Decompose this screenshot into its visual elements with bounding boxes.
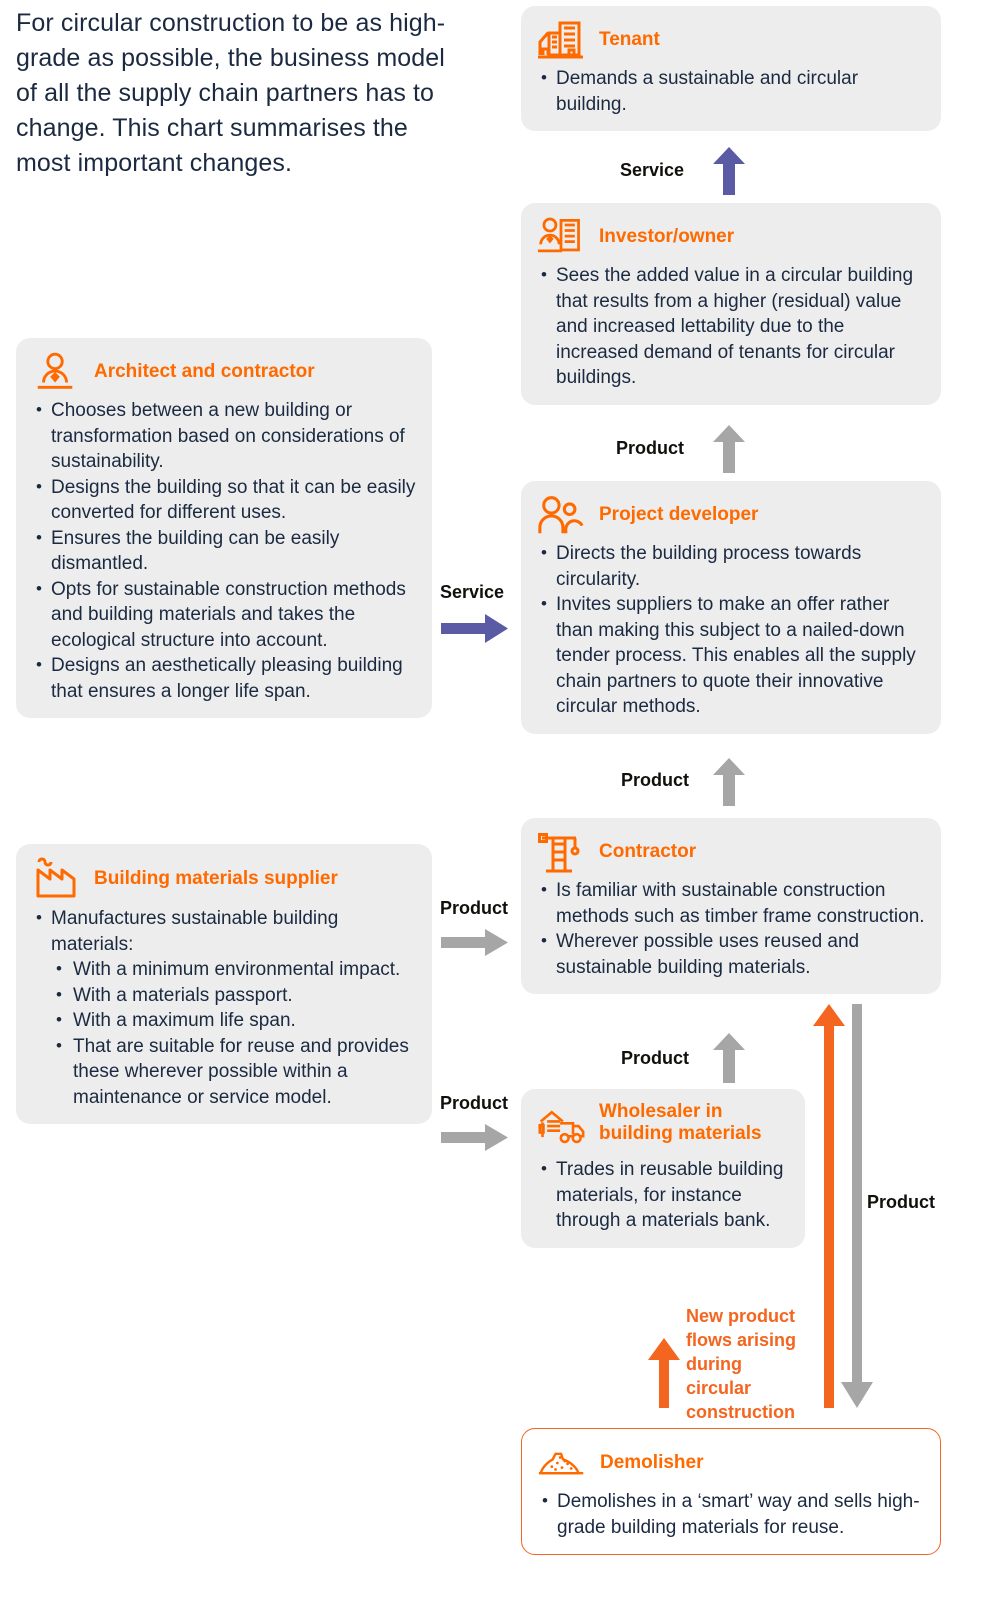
card-title: Tenant <box>599 29 660 50</box>
list-item: • With a minimum environmental impact. <box>54 957 416 983</box>
arrow-up-service-icon <box>712 147 746 195</box>
building-icon <box>537 20 585 60</box>
flow-label: Service <box>620 160 685 180</box>
card-header <box>537 215 925 259</box>
card-contractor <box>521 818 941 994</box>
flow-product-wholesaler-contractor <box>621 1048 689 1069</box>
card-header <box>32 856 416 902</box>
list-item: • That are suitable for reuse and provides these wherever possible within a maintenance or service model. <box>54 1034 416 1111</box>
card-architect-and-contractor <box>16 338 432 718</box>
arrow-up-product-icon <box>712 1033 746 1083</box>
card-title: Architect and contractor <box>94 361 315 382</box>
person-building-icon <box>537 215 585 259</box>
card-bullets <box>537 263 925 391</box>
crane-icon <box>537 830 585 874</box>
card-tenant <box>521 6 941 131</box>
card-bullets <box>538 1489 924 1540</box>
card-title: Investor/owner <box>599 226 735 247</box>
card-project-developer <box>521 481 941 734</box>
card-bullets <box>537 541 925 720</box>
flow-label: Product <box>621 1048 690 1068</box>
flow-product-contractor-demolisher <box>867 1192 935 1213</box>
arrow-right-service-icon <box>441 613 509 645</box>
list-item: • Directs the building process towards circularity. <box>537 541 925 592</box>
flow-service-architect <box>440 582 504 603</box>
flow-label: Product <box>440 898 509 918</box>
list-item: • Wherever possible uses reused and sustainable building materials. <box>537 929 925 980</box>
flow-label: Product <box>621 770 690 790</box>
arrow-right-product-icon <box>441 1123 509 1153</box>
flow-label: Service <box>440 582 505 602</box>
card-bullets <box>32 906 416 957</box>
list-item: • With a maximum life span. <box>54 1008 416 1034</box>
card-bullets <box>32 398 416 704</box>
card-bullets <box>537 878 925 980</box>
legend-label: New product flows arising during circular construction <box>686 1306 797 1422</box>
card-header <box>537 1101 789 1149</box>
legend-new-product-flows <box>686 1304 810 1424</box>
card-demolisher <box>521 1428 941 1555</box>
card-bullets <box>537 66 925 117</box>
flow-label: Product <box>867 1192 936 1212</box>
card-title: Wholesaler in building materials <box>599 1101 762 1144</box>
card-wholesaler <box>521 1089 805 1248</box>
card-title: Building materials supplier <box>94 868 338 889</box>
card-bullets <box>537 1157 789 1234</box>
arrow-right-product-icon <box>441 928 509 958</box>
person-desk-icon <box>32 351 80 393</box>
card-title: Demolisher <box>600 1452 704 1473</box>
list-item: • Designs an aesthetically pleasing building that ensures a longer life span. <box>32 653 416 704</box>
card-title: Contractor <box>599 841 697 862</box>
arrow-up-orange-icon <box>647 1338 681 1408</box>
list-item: • Demands a sustainable and circular building. <box>537 66 925 117</box>
list-item: • Invites suppliers to make an offer rather than making this subject to a nailed-down tender process. This enables all the supply chain partners to quote their innovative circular methods. <box>537 592 925 720</box>
list-item: • Is familiar with sustainable construction methods such as timber frame construction. <box>537 878 925 929</box>
rubble-pile-icon <box>538 1444 586 1482</box>
list-item: • Sees the added value in a circular building that results from a higher (residual) value and increased lettability due to the increased demand of tenants for circular buildings. <box>537 263 925 391</box>
flow-product-investor <box>616 438 684 459</box>
list-item: • Chooses between a new building or transformation based on considerations of sustainability. <box>32 398 416 475</box>
factory-icon <box>32 856 80 902</box>
list-item: • With a materials passport. <box>54 983 416 1009</box>
flow-product-projdev <box>621 770 689 791</box>
arrow-up-product-icon <box>712 425 746 473</box>
flow-service-tenant <box>620 160 684 181</box>
list-item: • Trades in reusable building materials, for instance through a materials bank. <box>537 1157 789 1234</box>
flow-product-supplier-wholesaler <box>440 1093 508 1114</box>
card-investor <box>521 203 941 405</box>
flow-label: Product <box>616 438 685 458</box>
two-people-icon <box>537 494 585 536</box>
warehouse-truck-icon <box>537 1105 585 1149</box>
list-item: • Manufactures sustainable building materials: <box>32 906 416 957</box>
list-item: • Designs the building so that it can be easily converted for different uses. <box>32 475 416 526</box>
card-header <box>537 830 925 874</box>
card-header <box>537 493 925 537</box>
list-item: • Demolishes in a ‘smart’ way and sells high-grade building materials for reuse. <box>538 1489 924 1540</box>
list-item: • Ensures the building can be easily dismantled. <box>32 526 416 577</box>
intro-paragraph: For circular construction to be as high-grade as possible, the business model of all the supply chain partners has to change. This chart summarises the most important changes. <box>16 9 446 177</box>
list-item: • Opts for sustainable construction methods and building materials and takes the ecological structure into account. <box>32 577 416 654</box>
card-sub-bullets <box>32 957 416 1110</box>
arrow-up-product-icon <box>712 758 746 806</box>
card-building-materials-supplier <box>16 844 432 1124</box>
flow-label: Product <box>440 1093 509 1113</box>
card-header <box>537 18 925 62</box>
card-header <box>32 350 416 394</box>
card-title: Project developer <box>599 504 759 525</box>
card-header <box>538 1441 924 1485</box>
flow-product-supplier-contractor <box>440 898 508 919</box>
